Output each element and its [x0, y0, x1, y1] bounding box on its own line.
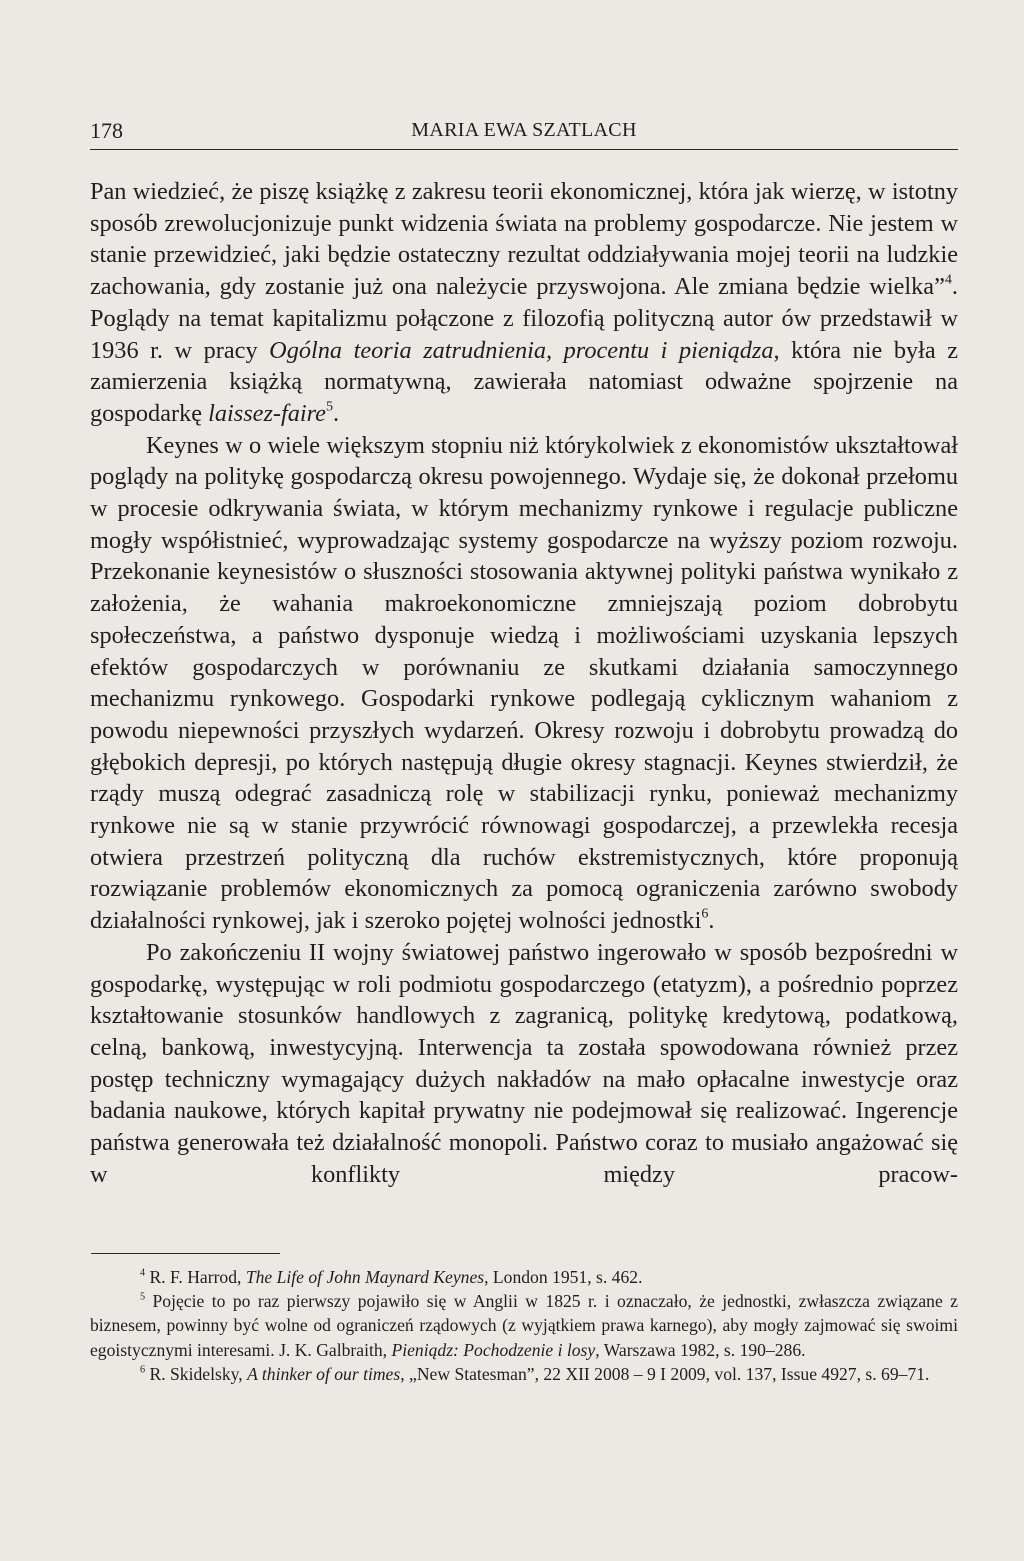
footnote-separator: [91, 1253, 280, 1254]
footnote-5-number: 5: [140, 1291, 146, 1303]
paragraph-1: [90, 176, 958, 430]
footnote-4-number: 4: [140, 1267, 146, 1279]
footnote-6-title: A thinker of our times: [247, 1363, 401, 1384]
paragraph-2: [90, 430, 958, 937]
footnote-4: [90, 1265, 958, 1289]
footnote-6-number: 6: [140, 1364, 146, 1376]
paragraph-3: Po zakończeniu II wojny światowej państwo ingerowało w sposób bezpośredni w gospodarkę, występując w roli podmiotu gospodarczego (etatyzm), a pośrednio poprzez kształtowanie stosunków handlowych z zagranicą, politykę kredytową, podatkową, celną, bankową, inwestycyjną. Interwencja ta została spowodowana również przez postęp techniczny wymagający dużych nakładów na mało opłacalne inwestycje oraz badania naukowe, których kapitał prywatny nie podejmował się realizować. Ingerencje państwa generowała też działalność monopoli. Państwo coraz to musiało angażować się w konflikty między pracow-: [90, 938, 958, 1188]
paragraph-1-text-c: , która nie była z zamierzenia książką normatywną, zawierała natomiast odważne spojrzenie na gospodarkę: [90, 336, 959, 427]
paragraph-2-text-a: Keynes w o wiele większym stopniu niż którykolwiek z ekonomistów ukształtował poglądy na politykę gospodarczą okresu powojennego. Wydaje się, że dokonał przełomu w procesie odkrywania świata, w którym mechanizmy rynkowe i regulacje publiczne mogły współistnieć, wyprowadzając systemy gospodarcze na wyższy poziom rozwoju. Przekonanie keynesistów o słuszności stosowania aktywnej polityki państwa wynikało z założenia, że wahania makroekonomiczne zmniejszają poziom dobrobytu społeczeństwa, a państwo dysponuje wiedzą i możliwościami uzyskania lepszych efektów gospodarczych w porównaniu ze skutkami działania samoczynnego mechanizmu rynkowego. Gospodarki rynkowe podlegają cyklicznym wahaniom z powodu niepewności przyszłych wydarzeń. Okresy rozwoju i dobrobytu prowadzą do głębokich depresji, po których następują długie okresy stagnacji. Keynes stwierdził, że rządy muszą odegrać zasadniczą rolę w stabilizacji rynku, ponieważ mechanizmy rynkowe nie są w stanie przywrócić równowagi gospodarczej, a przewlekła recesja otwiera przestrzeń polityczną dla ruchów ekstremistycznych, które proponują rozwiązanie problemów ekonomicznych za pomocą ograniczenia zarówno swobody działalności rynkowej, jak i szeroko pojętej wolności jednostki: [90, 431, 958, 935]
footnote-5: [90, 1289, 958, 1362]
footnote-ref-6: 6: [701, 905, 709, 922]
book-title: Ogólna teoria zatrudnienia, procentu i pieniądza: [269, 336, 774, 364]
footnote-5-title: Pieniądz: Pochodzenie i losy: [391, 1339, 596, 1360]
page-number: 178: [90, 118, 123, 143]
running-title: MARIA EWA SZATLACH: [411, 119, 637, 141]
footnotes: [90, 1265, 958, 1386]
footnote-4-text-b: , London 1951, s. 462.: [484, 1267, 643, 1287]
paragraph-1-text-b: . Poglądy na temat kapitalizmu połączone z filozofią polityczną autor ów przedstawił w 1936 r. w pracy: [90, 273, 958, 364]
footnote-ref-5: 5: [325, 398, 334, 415]
paragraph-1-text-a: Pan wiedzieć, że piszę książkę z zakresu teorii ekonomicznej, która jak wierzę, w istotny sposób zrewolucjonizuje punkt widzenia świata na problemy gospodarcze. Nie jestem w stanie przewidzieć, jaki będzie ostateczny rezultat oddziaływania mojej teorii na ludzkie zachowania, gdy zostanie już ona należycie przyswojona. Ale zmiana będzie wielka”: [90, 178, 958, 301]
footnote-4-title: The Life of John Maynard Keynes: [245, 1267, 485, 1287]
footnote-6: [90, 1362, 958, 1386]
footnote-ref-4: 4: [944, 271, 952, 288]
footnote-6-text-b: , „New Statesman”, 22 XII 2008 – 9 I 2009, vol. 137, Issue 4927, s. 69–71.: [400, 1363, 930, 1384]
laissez-faire-term: laissez-faire: [208, 399, 326, 427]
main-text: [90, 176, 958, 1191]
footnote-5-text-b: , Warszawa 1982, s. 190–286.: [595, 1339, 806, 1360]
running-header: [90, 113, 958, 150]
footnote-4-text-a: R. F. Harrod,: [145, 1267, 246, 1287]
footnote-6-text-a: R. Skidelsky,: [145, 1363, 248, 1384]
paragraph-2-text-b: .: [708, 907, 715, 935]
footnote-5-text-a: Pojęcie to po raz pierwszy pojawiło się w Anglii w 1825 r. i oznaczało, że jednostki, zwłaszcza związane z biznesem, powinny być wolne od ograniczeń rządowych (z wyjątkiem prawa karnego), aby mogły zajmować się swoimi egoistycznymi interesami. J. K. Galbraith,: [90, 1291, 958, 1360]
paragraph-1-text-d: .: [333, 399, 340, 427]
